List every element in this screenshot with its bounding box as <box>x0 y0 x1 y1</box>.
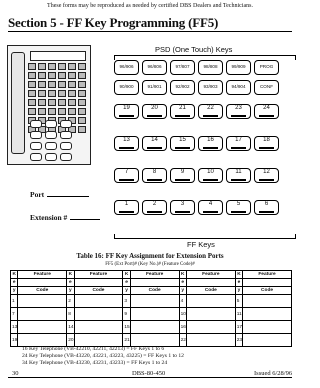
feature-code-cell[interactable] <box>74 321 123 334</box>
psd-row <box>114 60 279 75</box>
ff-key-assignment-table <box>10 270 292 347</box>
note-line: 24 Key Telephone (VB-43220, 43221, 43223, 43225) = FF Keys 1 to 12 <box>22 353 184 359</box>
ff-key: 8 <box>142 168 167 183</box>
psd-key: 98/808 <box>198 60 223 75</box>
feature-code-cell[interactable] <box>74 334 123 347</box>
table-header: Feature <box>130 271 179 279</box>
psd-key: 99/909 <box>226 60 251 75</box>
feature-code-cell[interactable] <box>74 295 123 308</box>
document-number: DBS-80-450 <box>132 370 166 377</box>
psd-key: 92/902 <box>170 80 195 95</box>
table-header: e <box>67 279 74 287</box>
page-number: 30 <box>12 370 19 377</box>
ff-key: 4 <box>198 200 223 215</box>
table-header: y <box>67 287 74 295</box>
key-number-cell: 7 <box>11 308 18 321</box>
table-header: Code <box>130 287 179 295</box>
table-row <box>11 308 292 321</box>
table-header <box>130 279 179 287</box>
section-title: Section 5 - FF Key Programming (FF5) <box>8 15 219 30</box>
ff-key: 15 <box>170 136 195 151</box>
ff-key: 22 <box>198 104 223 119</box>
feature-code-cell[interactable] <box>243 308 292 321</box>
table-header: Feature <box>186 271 235 279</box>
ff-key: 14 <box>142 136 167 151</box>
ff-row <box>114 200 279 215</box>
key-number-cell: 13 <box>11 321 18 334</box>
ff-key: 9 <box>170 168 195 183</box>
feature-code-cell[interactable] <box>130 334 179 347</box>
ff-row <box>114 136 279 151</box>
key-number-cell: 14 <box>67 321 74 334</box>
key-number-cell: 3 <box>123 295 130 308</box>
table-header <box>74 279 123 287</box>
table-row <box>11 334 292 347</box>
table-header-row <box>11 279 292 287</box>
ff-key: 5 <box>226 200 251 215</box>
table-header: e <box>235 279 242 287</box>
feature-code-cell[interactable] <box>74 308 123 321</box>
ff-key: 2 <box>142 200 167 215</box>
key-number-cell: 5 <box>235 295 242 308</box>
handset-icon <box>11 52 25 154</box>
title-rule <box>8 31 292 32</box>
ff-key: 6 <box>254 200 279 215</box>
ff-key: 19 <box>114 104 139 119</box>
key-number-cell: 8 <box>67 308 74 321</box>
table-header: y <box>11 287 18 295</box>
table-header: e <box>123 279 130 287</box>
table-header: K <box>124 272 129 277</box>
key-number-cell: 4 <box>179 295 186 308</box>
table-header: Code <box>18 287 67 295</box>
key-number-cell: 1 <box>11 295 18 308</box>
feature-code-cell[interactable] <box>130 295 179 308</box>
table-header: K <box>237 272 241 277</box>
ff-key: 16 <box>198 136 223 151</box>
table-header-row <box>11 271 292 279</box>
psd-key: 90/900 <box>114 80 139 95</box>
lcd-display <box>30 51 86 61</box>
issue-date: Issued 6/28/96 <box>254 370 293 377</box>
feature-code-cell[interactable] <box>18 295 67 308</box>
feature-code-cell[interactable] <box>243 321 292 334</box>
key-number-cell: 15 <box>123 321 130 334</box>
table-header: y <box>235 287 242 295</box>
table-header: e <box>179 279 186 287</box>
key-number-cell: 10 <box>179 308 186 321</box>
extension-field <box>30 213 100 222</box>
feature-code-cell[interactable] <box>130 308 179 321</box>
ff-key: 13 <box>114 136 139 151</box>
psd-key: 93/903 <box>198 80 223 95</box>
key-number-cell: 17 <box>235 321 242 334</box>
psd-key: PROG <box>254 60 279 75</box>
feature-code-cell[interactable] <box>18 334 67 347</box>
table-header: Feature <box>18 271 67 279</box>
table-header: Code <box>74 287 123 295</box>
ff-key: 18 <box>254 136 279 151</box>
feature-code-cell[interactable] <box>243 334 292 347</box>
port-label: Port <box>30 190 45 199</box>
ff-key: 10 <box>198 168 223 183</box>
key-number-cell: 23 <box>235 334 242 347</box>
table-header: K <box>181 272 185 277</box>
telephone-model-notes <box>22 346 184 367</box>
ff-key: 12 <box>254 168 279 183</box>
key-number-cell: 16 <box>179 321 186 334</box>
table-header <box>186 279 235 287</box>
table-header-row <box>11 287 292 295</box>
footer-rule <box>8 377 292 378</box>
table-header: y <box>179 287 186 295</box>
ff-row <box>114 168 279 183</box>
dial-pad <box>30 120 72 161</box>
table-header: y <box>123 287 130 295</box>
ff-key: 21 <box>170 104 195 119</box>
ff-row <box>114 104 279 119</box>
ff-key: 23 <box>226 104 251 119</box>
ff-key: 20 <box>142 104 167 119</box>
port-blank <box>47 196 89 197</box>
ff-key: 24 <box>254 104 279 119</box>
extension-label: Extension # <box>30 213 68 222</box>
table-header <box>18 279 67 287</box>
psd-key: 91/901 <box>142 80 167 95</box>
table-header: Code <box>186 287 235 295</box>
psd-key: 97/807 <box>170 60 195 75</box>
psd-key: CONF <box>254 80 279 95</box>
ff-key: 3 <box>170 200 195 215</box>
table-header: Feature <box>243 271 292 279</box>
psd-key: 94/904 <box>226 80 251 95</box>
feature-code-cell[interactable] <box>243 295 292 308</box>
ff-key: 1 <box>114 200 139 215</box>
feature-code-cell[interactable] <box>18 321 67 334</box>
table-header: K <box>68 272 73 277</box>
ff-keys-label: FF Keys <box>187 240 215 249</box>
psd-key: 96/806 <box>142 60 167 75</box>
table-header: K <box>12 272 16 277</box>
key-number-cell: 19 <box>11 334 18 347</box>
note-line: 16 Key Telephone (VB-42210, 42211, 42213) = FF Keys 1 to 6 <box>22 346 165 352</box>
key-number-cell: 21 <box>123 334 130 347</box>
feature-code-cell[interactable] <box>186 295 235 308</box>
psd-row <box>114 80 279 95</box>
ff-key: 7 <box>114 168 139 183</box>
reproduction-notice: These forms may be reproduced as needed by certified DBS Dealers and Technicians. <box>47 3 253 9</box>
port-field <box>30 190 89 199</box>
psd-keys-label: PSD (One Touch) Keys <box>155 45 233 54</box>
table-caption: Table 16: FF Key Assignment for Extension Ports <box>76 252 224 260</box>
extension-blank <box>70 219 100 220</box>
table-header <box>243 279 292 287</box>
feature-code-cell[interactable] <box>18 308 67 321</box>
table-header: Code <box>243 287 292 295</box>
telephone-illustration <box>7 45 91 165</box>
ff-bracket <box>114 234 296 239</box>
table-header: Feature <box>74 271 123 279</box>
key-number-cell: 2 <box>67 295 74 308</box>
psd-key: 96/906 <box>114 60 139 75</box>
feature-code-cell[interactable] <box>186 308 235 321</box>
key-number-cell: 22 <box>179 334 186 347</box>
table-row <box>11 295 292 308</box>
key-number-cell: 20 <box>67 334 74 347</box>
feature-code-cell[interactable] <box>186 334 235 347</box>
key-number-cell: 9 <box>123 308 130 321</box>
table-header: e <box>11 279 18 287</box>
note-line: 34 Key Telephone (VB-43230, 43231, 43233) = FF Keys 1 to 24 <box>22 360 168 366</box>
feature-code-cell[interactable] <box>130 321 179 334</box>
table-row <box>11 321 292 334</box>
ff-key: 17 <box>226 136 251 151</box>
ff-key: 11 <box>226 168 251 183</box>
feature-code-cell[interactable] <box>186 321 235 334</box>
key-number-cell: 11 <box>235 308 242 321</box>
table-subcaption: FF5 (Ext Port)# (Key No.)# (Feature Code)# <box>105 262 195 267</box>
